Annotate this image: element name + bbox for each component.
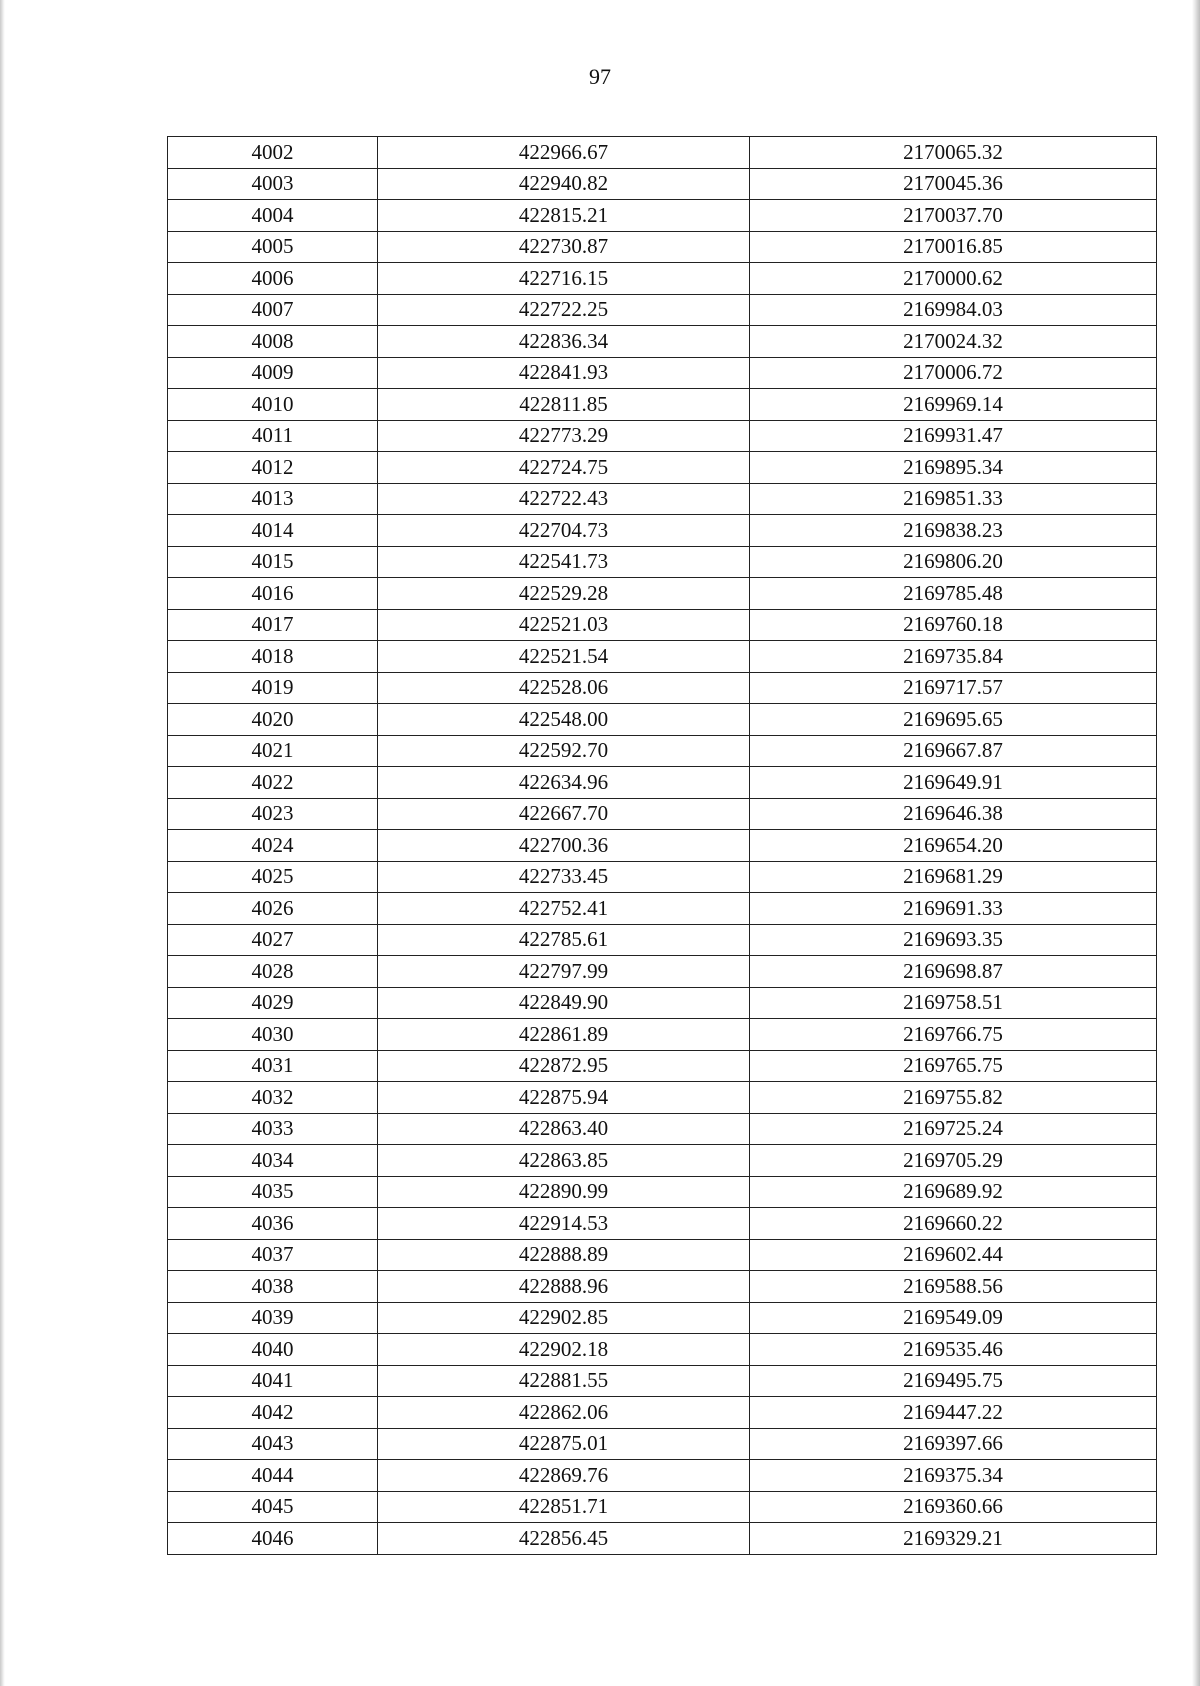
x-coordinate-cell: 422888.96 (378, 1271, 750, 1303)
table-row (168, 1208, 1157, 1240)
y-coordinate-cell: 2169649.91 (750, 767, 1157, 799)
x-coordinate-cell: 422888.89 (378, 1239, 750, 1271)
x-coordinate-cell: 422862.06 (378, 1397, 750, 1429)
table-row (168, 1365, 1157, 1397)
x-coordinate-cell: 422863.40 (378, 1113, 750, 1145)
y-coordinate-cell: 2169758.51 (750, 987, 1157, 1019)
x-coordinate-cell: 422966.67 (378, 137, 750, 169)
point-id-cell: 4021 (168, 735, 378, 767)
coordinates-table (167, 136, 1157, 1555)
y-coordinate-cell: 2169984.03 (750, 294, 1157, 326)
y-coordinate-cell: 2169602.44 (750, 1239, 1157, 1271)
table-row (168, 294, 1157, 326)
y-coordinate-cell: 2169375.34 (750, 1460, 1157, 1492)
y-coordinate-cell: 2169760.18 (750, 609, 1157, 641)
table-row (168, 735, 1157, 767)
table-row (168, 1145, 1157, 1177)
y-coordinate-cell: 2170065.32 (750, 137, 1157, 169)
table-body (168, 137, 1157, 1555)
y-coordinate-cell: 2169329.21 (750, 1523, 1157, 1555)
y-coordinate-cell: 2169549.09 (750, 1302, 1157, 1334)
y-coordinate-cell: 2169838.23 (750, 515, 1157, 547)
y-coordinate-cell: 2169766.75 (750, 1019, 1157, 1051)
table-row (168, 1176, 1157, 1208)
table-row (168, 578, 1157, 610)
y-coordinate-cell: 2169735.84 (750, 641, 1157, 673)
x-coordinate-cell: 422730.87 (378, 231, 750, 263)
y-coordinate-cell: 2169447.22 (750, 1397, 1157, 1429)
point-id-cell: 4003 (168, 168, 378, 200)
x-coordinate-cell: 422861.89 (378, 1019, 750, 1051)
table-row (168, 861, 1157, 893)
table-row (168, 987, 1157, 1019)
x-coordinate-cell: 422869.76 (378, 1460, 750, 1492)
point-id-cell: 4010 (168, 389, 378, 421)
point-id-cell: 4027 (168, 924, 378, 956)
y-coordinate-cell: 2169851.33 (750, 483, 1157, 515)
y-coordinate-cell: 2169654.20 (750, 830, 1157, 862)
point-id-cell: 4036 (168, 1208, 378, 1240)
table-row (168, 798, 1157, 830)
point-id-cell: 4007 (168, 294, 378, 326)
table-row (168, 1082, 1157, 1114)
x-coordinate-cell: 422902.18 (378, 1334, 750, 1366)
point-id-cell: 4023 (168, 798, 378, 830)
point-id-cell: 4030 (168, 1019, 378, 1051)
table-row (168, 515, 1157, 547)
point-id-cell: 4024 (168, 830, 378, 862)
y-coordinate-cell: 2170024.32 (750, 326, 1157, 358)
table-row (168, 767, 1157, 799)
x-coordinate-cell: 422529.28 (378, 578, 750, 610)
point-id-cell: 4033 (168, 1113, 378, 1145)
y-coordinate-cell: 2170006.72 (750, 357, 1157, 389)
point-id-cell: 4009 (168, 357, 378, 389)
point-id-cell: 4043 (168, 1428, 378, 1460)
x-coordinate-cell: 422872.95 (378, 1050, 750, 1082)
table-row (168, 641, 1157, 673)
point-id-cell: 4044 (168, 1460, 378, 1492)
point-id-cell: 4046 (168, 1523, 378, 1555)
x-coordinate-cell: 422890.99 (378, 1176, 750, 1208)
table-row (168, 231, 1157, 263)
point-id-cell: 4018 (168, 641, 378, 673)
point-id-cell: 4004 (168, 200, 378, 232)
y-coordinate-cell: 2170000.62 (750, 263, 1157, 295)
x-coordinate-cell: 422851.71 (378, 1491, 750, 1523)
y-coordinate-cell: 2169397.66 (750, 1428, 1157, 1460)
table-row (168, 1019, 1157, 1051)
scan-edge-left (0, 0, 5, 1686)
point-id-cell: 4025 (168, 861, 378, 893)
table-row (168, 263, 1157, 295)
y-coordinate-cell: 2169689.92 (750, 1176, 1157, 1208)
x-coordinate-cell: 422722.25 (378, 294, 750, 326)
table-row (168, 452, 1157, 484)
x-coordinate-cell: 422773.29 (378, 420, 750, 452)
point-id-cell: 4022 (168, 767, 378, 799)
table-row (168, 137, 1157, 169)
table-row (168, 609, 1157, 641)
x-coordinate-cell: 422733.45 (378, 861, 750, 893)
table-row (168, 1271, 1157, 1303)
y-coordinate-cell: 2169695.65 (750, 704, 1157, 736)
y-coordinate-cell: 2169681.29 (750, 861, 1157, 893)
table-row (168, 1523, 1157, 1555)
y-coordinate-cell: 2169705.29 (750, 1145, 1157, 1177)
x-coordinate-cell: 422849.90 (378, 987, 750, 1019)
y-coordinate-cell: 2169931.47 (750, 420, 1157, 452)
y-coordinate-cell: 2169698.87 (750, 956, 1157, 988)
point-id-cell: 4037 (168, 1239, 378, 1271)
point-id-cell: 4042 (168, 1397, 378, 1429)
x-coordinate-cell: 422541.73 (378, 546, 750, 578)
table-row (168, 326, 1157, 358)
table-row (168, 420, 1157, 452)
x-coordinate-cell: 422722.43 (378, 483, 750, 515)
point-id-cell: 4006 (168, 263, 378, 295)
y-coordinate-cell: 2169785.48 (750, 578, 1157, 610)
point-id-cell: 4039 (168, 1302, 378, 1334)
y-coordinate-cell: 2169667.87 (750, 735, 1157, 767)
table-row (168, 672, 1157, 704)
y-coordinate-cell: 2170045.36 (750, 168, 1157, 200)
table-row (168, 200, 1157, 232)
x-coordinate-cell: 422667.70 (378, 798, 750, 830)
point-id-cell: 4029 (168, 987, 378, 1019)
y-coordinate-cell: 2169717.57 (750, 672, 1157, 704)
table-row (168, 956, 1157, 988)
x-coordinate-cell: 422836.34 (378, 326, 750, 358)
table-row (168, 704, 1157, 736)
x-coordinate-cell: 422700.36 (378, 830, 750, 862)
table-row (168, 893, 1157, 925)
x-coordinate-cell: 422902.85 (378, 1302, 750, 1334)
point-id-cell: 4008 (168, 326, 378, 358)
table-row (168, 1334, 1157, 1366)
x-coordinate-cell: 422841.93 (378, 357, 750, 389)
table-row (168, 357, 1157, 389)
table-row (168, 1397, 1157, 1429)
point-id-cell: 4031 (168, 1050, 378, 1082)
point-id-cell: 4045 (168, 1491, 378, 1523)
y-coordinate-cell: 2169895.34 (750, 452, 1157, 484)
y-coordinate-cell: 2169969.14 (750, 389, 1157, 421)
point-id-cell: 4035 (168, 1176, 378, 1208)
x-coordinate-cell: 422875.94 (378, 1082, 750, 1114)
x-coordinate-cell: 422940.82 (378, 168, 750, 200)
point-id-cell: 4028 (168, 956, 378, 988)
point-id-cell: 4026 (168, 893, 378, 925)
table-row (168, 1460, 1157, 1492)
y-coordinate-cell: 2169693.35 (750, 924, 1157, 956)
x-coordinate-cell: 422797.99 (378, 956, 750, 988)
point-id-cell: 4013 (168, 483, 378, 515)
table-row (168, 1428, 1157, 1460)
table-row (168, 546, 1157, 578)
x-coordinate-cell: 422811.85 (378, 389, 750, 421)
x-coordinate-cell: 422716.15 (378, 263, 750, 295)
table-row (168, 1302, 1157, 1334)
x-coordinate-cell: 422592.70 (378, 735, 750, 767)
table-row (168, 1491, 1157, 1523)
y-coordinate-cell: 2169765.75 (750, 1050, 1157, 1082)
table-row (168, 1050, 1157, 1082)
table-row (168, 168, 1157, 200)
point-id-cell: 4014 (168, 515, 378, 547)
y-coordinate-cell: 2169535.46 (750, 1334, 1157, 1366)
table-row (168, 924, 1157, 956)
table-row (168, 830, 1157, 862)
page-number: 97 (589, 64, 611, 89)
point-id-cell: 4038 (168, 1271, 378, 1303)
x-coordinate-cell: 422875.01 (378, 1428, 750, 1460)
x-coordinate-cell: 422856.45 (378, 1523, 750, 1555)
x-coordinate-cell: 422528.06 (378, 672, 750, 704)
table-row (168, 483, 1157, 515)
y-coordinate-cell: 2169495.75 (750, 1365, 1157, 1397)
x-coordinate-cell: 422521.03 (378, 609, 750, 641)
x-coordinate-cell: 422704.73 (378, 515, 750, 547)
y-coordinate-cell: 2169725.24 (750, 1113, 1157, 1145)
point-id-cell: 4005 (168, 231, 378, 263)
x-coordinate-cell: 422914.53 (378, 1208, 750, 1240)
point-id-cell: 4032 (168, 1082, 378, 1114)
point-id-cell: 4015 (168, 546, 378, 578)
x-coordinate-cell: 422881.55 (378, 1365, 750, 1397)
point-id-cell: 4002 (168, 137, 378, 169)
point-id-cell: 4041 (168, 1365, 378, 1397)
y-coordinate-cell: 2169755.82 (750, 1082, 1157, 1114)
y-coordinate-cell: 2170016.85 (750, 231, 1157, 263)
point-id-cell: 4019 (168, 672, 378, 704)
x-coordinate-cell: 422521.54 (378, 641, 750, 673)
scan-edge-right (1192, 0, 1200, 1686)
point-id-cell: 4012 (168, 452, 378, 484)
point-id-cell: 4034 (168, 1145, 378, 1177)
y-coordinate-cell: 2169691.33 (750, 893, 1157, 925)
y-coordinate-cell: 2169588.56 (750, 1271, 1157, 1303)
x-coordinate-cell: 422724.75 (378, 452, 750, 484)
y-coordinate-cell: 2169360.66 (750, 1491, 1157, 1523)
x-coordinate-cell: 422752.41 (378, 893, 750, 925)
table-row (168, 1239, 1157, 1271)
point-id-cell: 4016 (168, 578, 378, 610)
x-coordinate-cell: 422548.00 (378, 704, 750, 736)
point-id-cell: 4040 (168, 1334, 378, 1366)
x-coordinate-cell: 422785.61 (378, 924, 750, 956)
x-coordinate-cell: 422634.96 (378, 767, 750, 799)
point-id-cell: 4011 (168, 420, 378, 452)
y-coordinate-cell: 2169646.38 (750, 798, 1157, 830)
x-coordinate-cell: 422815.21 (378, 200, 750, 232)
y-coordinate-cell: 2169660.22 (750, 1208, 1157, 1240)
point-id-cell: 4020 (168, 704, 378, 736)
point-id-cell: 4017 (168, 609, 378, 641)
y-coordinate-cell: 2170037.70 (750, 200, 1157, 232)
table-row (168, 1113, 1157, 1145)
y-coordinate-cell: 2169806.20 (750, 546, 1157, 578)
x-coordinate-cell: 422863.85 (378, 1145, 750, 1177)
table-row (168, 389, 1157, 421)
